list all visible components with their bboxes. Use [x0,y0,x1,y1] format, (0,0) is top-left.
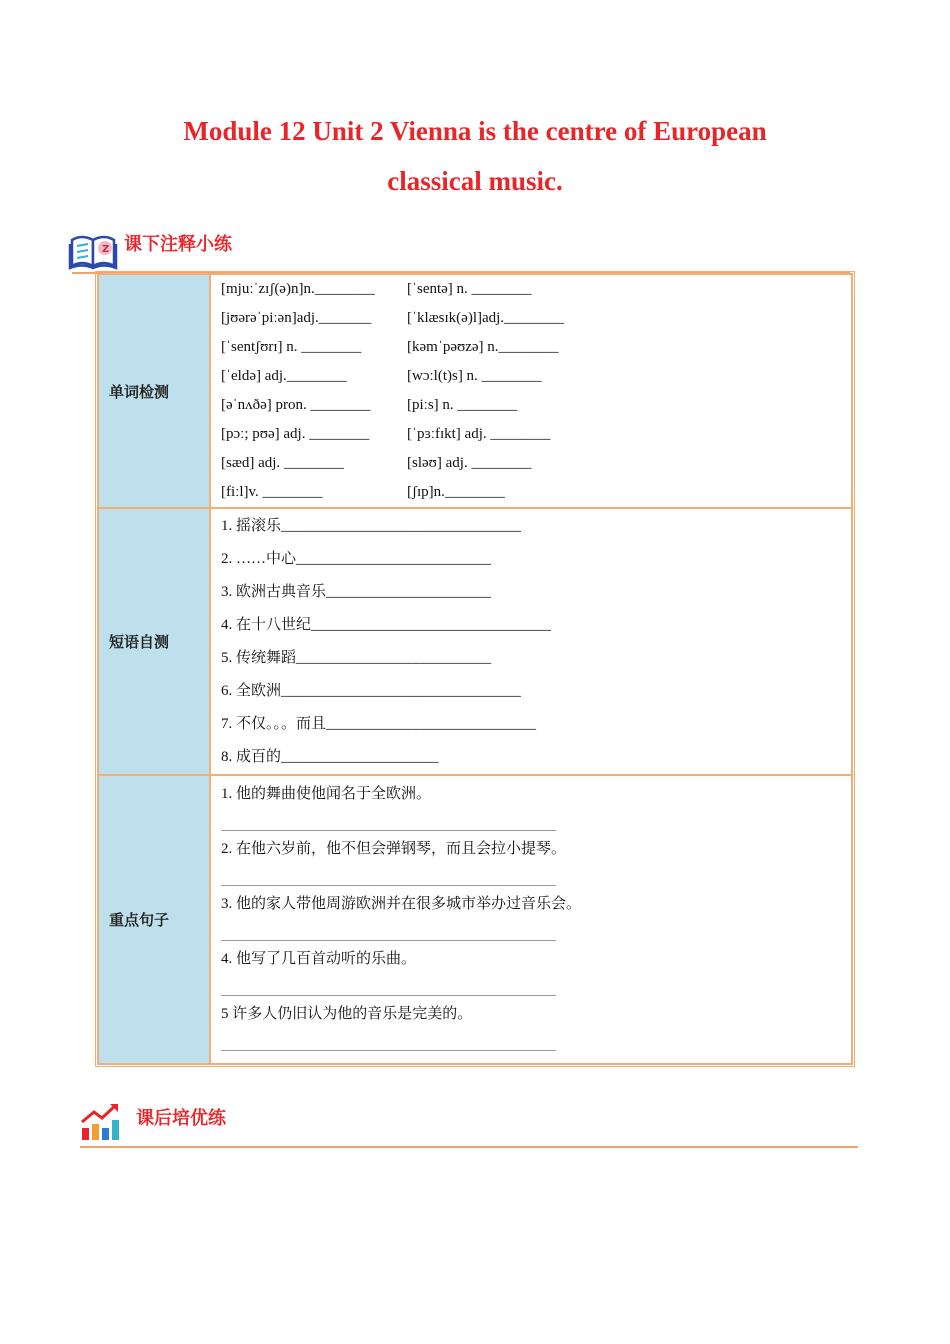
vocab-item-right: [piːs] n. ________ [407,397,518,413]
title-line-2: classical music. [387,166,563,196]
sentence-prompt: 4. 他写了几百首动听的乐曲。 [221,951,417,967]
vocab-item-row [221,304,841,333]
phrase-item: 2. ……中心__________________________ [221,551,492,567]
vocab-item-right: [ˈsentə] n. ________ [407,281,532,297]
vocab-item-left: [jʊərəˈpiːən]adj._______ [221,310,372,326]
vocab-item-right: [wɔːl(t)s] n. ________ [407,368,542,384]
sentence-item [221,945,841,996]
sentence-content [210,775,852,1064]
vocab-item-left: [ˈsentʃʊrɪ] n. ________ [221,339,362,355]
phrase-item: 5. 传统舞蹈__________________________ [221,650,492,666]
vocab-item-right: [sləʊ] adj. ________ [407,455,532,471]
phrase-item: 7. 不仅。。。而且____________________________ [221,716,537,732]
sentence-item [221,1000,841,1051]
sentence-label: 重点句子 [98,775,210,1064]
section-title-extra-practice: 课后培优练 [136,1108,226,1129]
sentence-item [221,780,841,831]
answer-line[interactable] [221,1028,556,1051]
answer-line[interactable] [221,863,556,886]
phrase-label: 短语自测 [98,508,210,775]
section-divider [80,1146,858,1148]
title-line-1: Module 12 Unit 2 Vienna is the centre of European [183,116,767,146]
phrase-item: 6. 全欧洲________________________________ [221,683,522,699]
vocab-item-row [221,449,841,478]
vocab-item-right: [kəmˈpəʊzə] n.________ [407,339,559,355]
sentence-row [98,775,852,1064]
phrase-item: 3. 欧洲古典音乐______________________ [221,584,492,600]
vocab-label: 单词检测 [98,274,210,508]
sentence-item [221,835,841,886]
vocab-item-row [221,478,841,507]
sentence-item [221,890,841,941]
vocab-item-row [221,391,841,420]
sentence-prompt: 1. 他的舞曲使他闻名于全欧洲。 [221,786,432,802]
phrase-content [210,508,852,775]
phrase-item: 4. 在十八世纪________________________________ [221,617,552,633]
sentence-prompt: 2. 在他六岁前，他不但会弹钢琴，而且会拉小提琴。 [221,841,567,857]
vocab-item-row [221,275,841,304]
vocab-item-right: [ʃɪp]n.________ [407,484,505,500]
svg-text:Z: Z [102,244,110,255]
section-title-homework-notes: 课下注释小练 [124,234,232,255]
vocab-item-row [221,333,841,362]
sentence-prompt: 5 许多人仍旧认为他的音乐是完美的。 [221,1006,473,1022]
answer-line[interactable] [221,808,556,831]
vocab-item-left: [mjuːˈzɪʃ(ə)n]n.________ [221,281,375,297]
sentence-prompt: 3. 他的家人带他周游欧洲并在很多城市举办过音乐会。 [221,896,582,912]
phrase-item: 8. 成百的_____________________ [221,749,439,765]
phrase-row [98,508,852,775]
vocab-item-right: [ˈpɜːfɪkt] adj. ________ [407,426,551,442]
phrase-item: 1. 摇滚乐________________________________ [221,518,522,534]
vocab-item-row [221,420,841,449]
answer-line[interactable] [221,918,556,941]
vocab-item-left: [fiːl]v. ________ [221,484,323,500]
vocab-item-left: [pɔː; pʊə] adj. ________ [221,426,370,442]
vocab-item-right: [ˈklæsɪk(ə)l]adj.________ [407,310,565,326]
vocab-content [210,274,852,508]
vocab-row [98,274,852,508]
vocab-item-left: [ˈeldə] adj.________ [221,368,347,384]
vocab-item-row [221,362,841,391]
answer-line[interactable] [221,973,556,996]
vocab-item-left: [sæd] adj. ________ [221,455,344,471]
exercise-table [95,271,855,1067]
vocab-item-left: [əˈnʌðə] pron. ________ [221,397,371,413]
